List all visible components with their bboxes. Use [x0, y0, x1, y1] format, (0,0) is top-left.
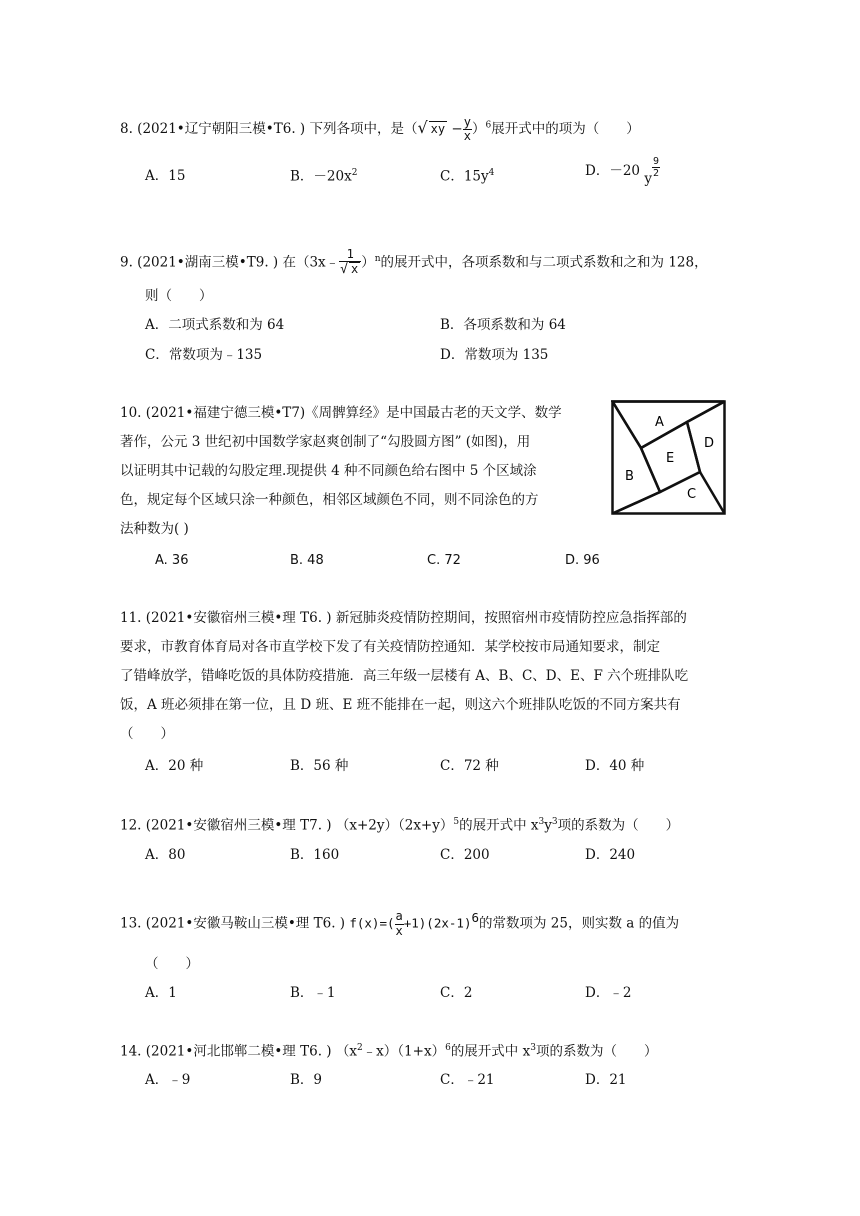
sqrt-expression: xy: [430, 122, 446, 137]
question-10-line-2: 著作，公元 3 世纪初中国数学家赵爽创制了“勾股圆方图” (如图)，用: [120, 434, 531, 450]
gougu-diagram-svg: [611, 400, 726, 515]
question-10-line-1: 10. (2021•福建宁德三模•T7)《周髀算经》是中国最古老的天文学、数学: [120, 405, 562, 421]
option-b[interactable]: B．56 种: [290, 758, 349, 774]
label-b: B: [625, 469, 634, 484]
question-11-line-4: 饭，A 班必须排在第一位，且 D 班、E 班不能排在一起，则这六个班排队吃饭的不同方案共有: [120, 697, 681, 713]
option-d[interactable]: D．40 种: [585, 758, 645, 774]
question-10-line-4: 色，规定每个区域只涂一种颜色，相邻区域颜色不同，则不同涂色的方: [120, 492, 539, 508]
question-12-stem: 12. (2021•安徽宿州三模•理 T7. ) $(x+2y)(2x+y)^5$的展开式中 $x^3y^3$项的系数为（ ）: [120, 817, 680, 834]
option-d[interactable]: D. 96: [565, 553, 600, 568]
option-b[interactable]: B．﹣1: [290, 985, 336, 1001]
option-c[interactable]: C．2: [440, 985, 473, 1001]
gougu-diagram: [611, 400, 726, 515]
question-13-stem-line2: （ ）: [145, 956, 199, 972]
question-9-options-row1: [145, 317, 745, 337]
question-11-line-3: 了错峰放学，错峰吃饭的具体防疫措施．高三年级一层楼有 A、B、C、D、E、F 六个班排队吃: [120, 668, 689, 684]
option-c[interactable]: C．$15y^4$: [440, 168, 495, 185]
question-10-line-3: 以证明其中记载的勾股定理.现提供 4 种不同颜色给右图中 5 个区域涂: [120, 463, 537, 479]
question-11-line-5: （ ）: [120, 726, 174, 742]
option-b[interactable]: B．$-20x^2$: [290, 168, 358, 185]
question-13-options: [145, 985, 745, 1005]
question-11-options: [145, 758, 745, 778]
option-d[interactable]: D．常数项为 135: [440, 347, 549, 363]
option-b[interactable]: B．9: [290, 1072, 323, 1088]
question-12-options: [145, 847, 745, 867]
label-c: C: [687, 487, 697, 502]
label-a: A: [655, 415, 664, 430]
question-13-stem: 13. (2021•安徽马鞍山三模•理 T6. ) f(x)=( $\frac{a}{x}$ $+1)(2x-1)^6$的常数项为 25，则实数 a 的值为: [120, 909, 680, 938]
option-a[interactable]: A．20 种: [145, 758, 204, 774]
question-8-options: [145, 156, 745, 188]
question-14-options: [145, 1072, 745, 1092]
option-b[interactable]: B．160: [290, 847, 340, 863]
question-11-line-2: 要求，市教育体育局对各市直学校下发了有关疫情防控通知．某学校按市局通知要求，制定: [120, 639, 660, 655]
option-a[interactable]: A．﹣9: [145, 1072, 191, 1088]
option-c[interactable]: C. 72: [427, 553, 461, 568]
option-a[interactable]: A．15: [145, 168, 186, 184]
label-d: D: [704, 436, 715, 451]
option-a[interactable]: A．80: [145, 847, 186, 863]
question-8-stem: 8. (2021•辽宁朝阳三模•T6. ) 下列各项中，是（√ xy − $\frac{y}{x}$ ）$^6$展开式中的项为（ ）: [120, 115, 640, 144]
option-c[interactable]: C．常数项为﹣135: [145, 347, 263, 363]
option-d[interactable]: D．－20 y $\frac{9}{2}$: [585, 156, 659, 187]
question-10-options: [145, 553, 745, 573]
option-a[interactable]: A．二项式系数和为 64: [145, 317, 285, 333]
question-9-stem: 9. (2021•湖南三模•T9. ) 在（3x﹣ $\frac{1}{√ x}$ ）$^n$的展开式中，各项系数和与二项式系数和之和为 128，: [120, 247, 708, 278]
option-c[interactable]: C．72 种: [440, 758, 499, 774]
option-d[interactable]: D．240: [585, 847, 636, 863]
fraction: $\frac{y}{x}$: [463, 115, 471, 144]
label-e: E: [666, 451, 675, 466]
option-d[interactable]: D．﹣2: [585, 985, 632, 1001]
question-9-stem-line2: 则（ ）: [145, 288, 213, 304]
option-b[interactable]: B. 48: [290, 553, 324, 568]
option-c[interactable]: C．﹣21: [440, 1072, 495, 1088]
question-14-stem: 14. (2021•河北邯郸二模•理 T6. ) $(x^2﹣x)(1+x)^6$的展开式中 $x^3$项的系数为（ ）: [120, 1043, 658, 1060]
option-a[interactable]: A．1: [145, 985, 177, 1001]
fraction: $\frac{1}{√ x}$: [339, 248, 361, 277]
option-b[interactable]: B．各项系数和为 64: [440, 317, 566, 333]
option-a[interactable]: A. 36: [155, 553, 189, 568]
question-11-line-1: 11. (2021•安徽宿州三模•理 T6. ) 新冠肺炎疫情防控期间，按照宿州市疫情防控应急指挥部的: [120, 610, 687, 626]
option-d[interactable]: D．21: [585, 1072, 627, 1088]
region-b: [613, 402, 661, 514]
question-9-options-row2: [145, 347, 745, 367]
fraction: $\frac{a}{x}$: [395, 909, 403, 938]
question-10-line-5: 法种数为( ): [120, 521, 189, 537]
option-c[interactable]: C．200: [440, 847, 490, 863]
